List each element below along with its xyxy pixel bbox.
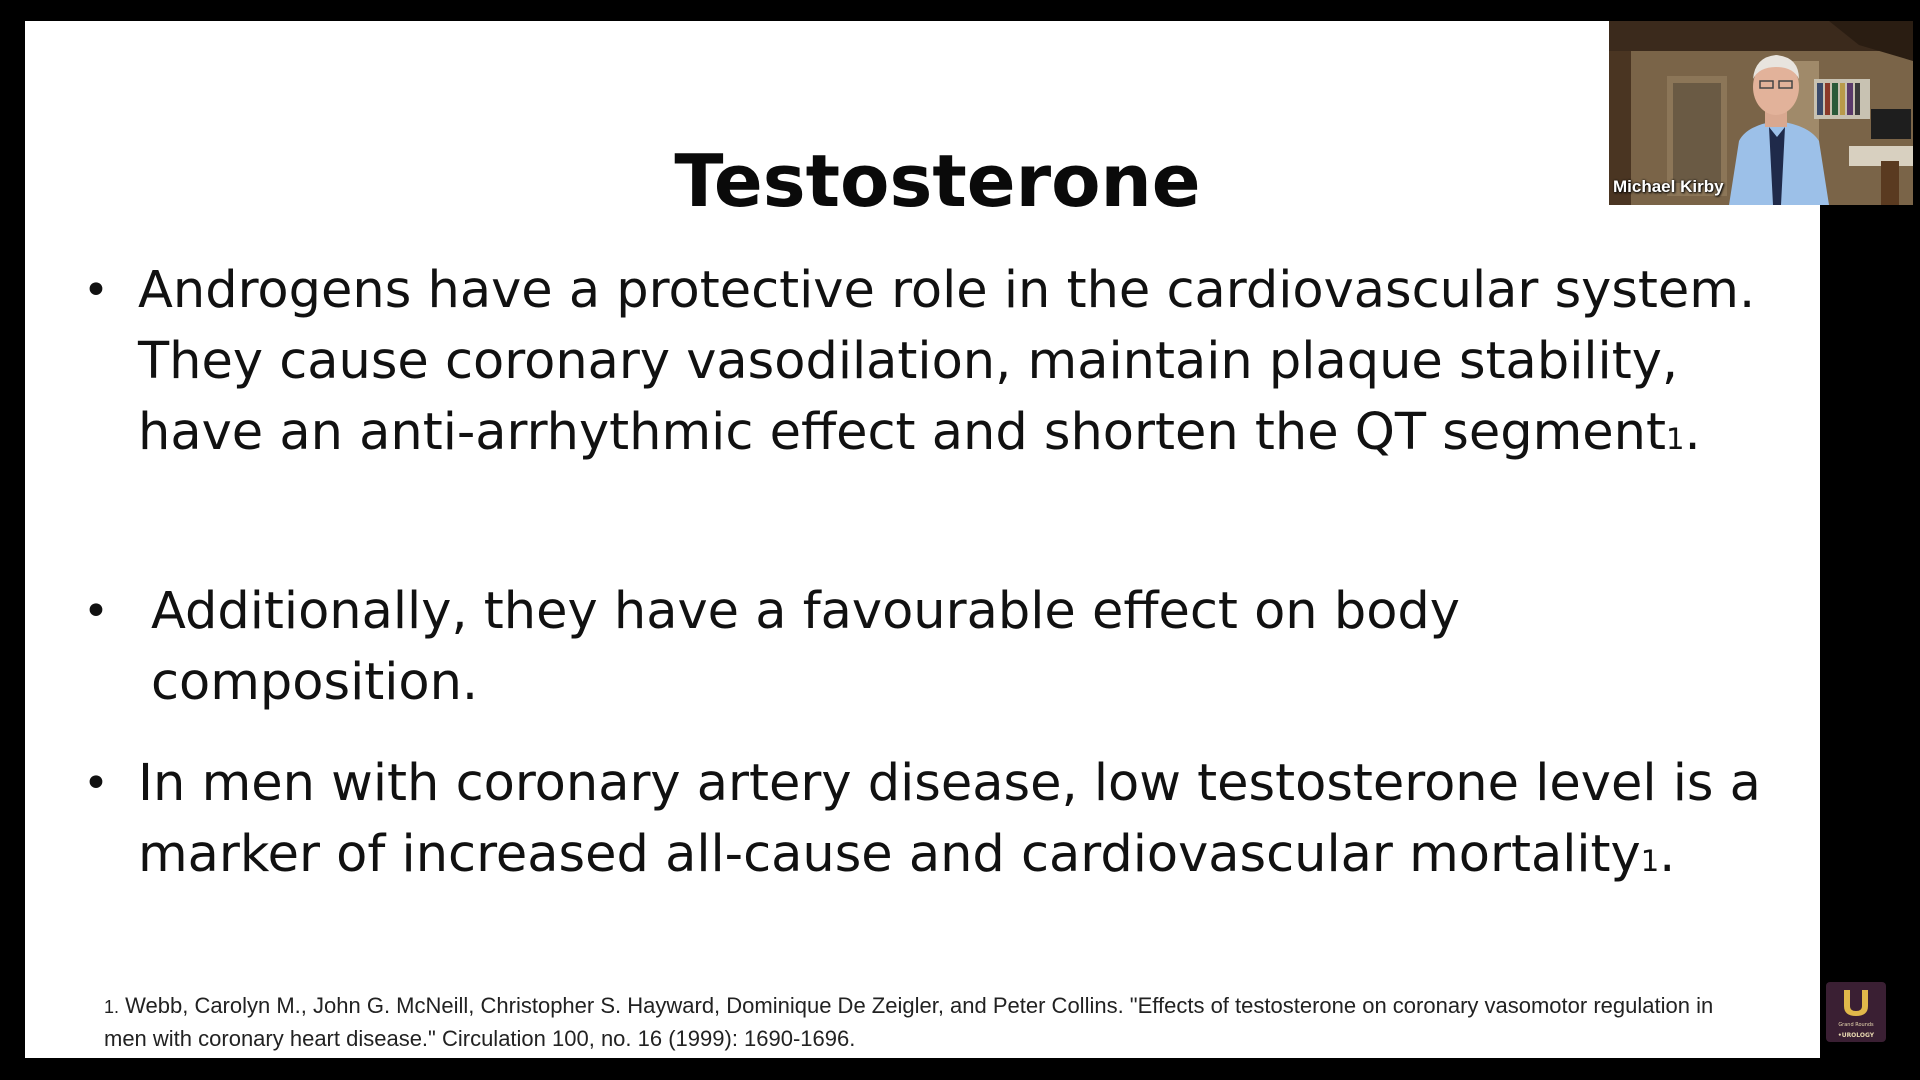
bullet-dot-icon: • (83, 758, 109, 809)
slide-title: Testosterone (674, 139, 1201, 223)
bullet-body: In men with coronary artery disease, low testosterone level is a marker of increased all-cause and cardiovascular mortality (138, 754, 1761, 884)
presentation-slide (25, 21, 1820, 1058)
bullet-end: . (1659, 825, 1676, 884)
bullet-text (138, 255, 1788, 475)
reference-marker: 1 (1665, 422, 1685, 456)
grand-rounds-urology-logo (1826, 982, 1886, 1042)
bullet-body: Additionally, they have a favourable effect on body composition. (151, 582, 1460, 712)
footnote-text: Webb, Carolyn M., John G. McNeill, Christopher S. Hayward, Dominique De Zeigler, and Peter Collins. "Effects of testosterone on coronary vasomotor regulation in men with coronary heart disease." Circulation 100, no. 16 (1999): 1690-1696. (104, 993, 1714, 1051)
bullet-dot-icon: • (83, 265, 109, 316)
bullet-dot-icon: • (83, 586, 109, 637)
bullet-body: Androgens have a protective role in the cardiovascular system. They cause coronary vasodilation, maintain plaque stability, have an anti-arrhythmic effect and shorten the QT segment (138, 261, 1756, 462)
footnote-number: 1. (104, 997, 120, 1017)
bullet-item-3 (25, 748, 1785, 898)
bullet-item-1 (25, 255, 1785, 470)
bullet-item-2 (25, 576, 1785, 712)
logo-line-1: Grand Rounds (1838, 1022, 1874, 1028)
reference-marker: 1 (1640, 844, 1660, 878)
bullet-text (138, 748, 1788, 897)
bullet-text (151, 576, 1801, 718)
participant-video-tile[interactable] (1609, 21, 1913, 205)
logo-line-2: •UROLOGY (1837, 1032, 1875, 1039)
bullet-end: . (1684, 403, 1701, 462)
slide-footnote (104, 990, 1744, 1054)
participant-name-label: Michael Kirby (1613, 177, 1724, 196)
